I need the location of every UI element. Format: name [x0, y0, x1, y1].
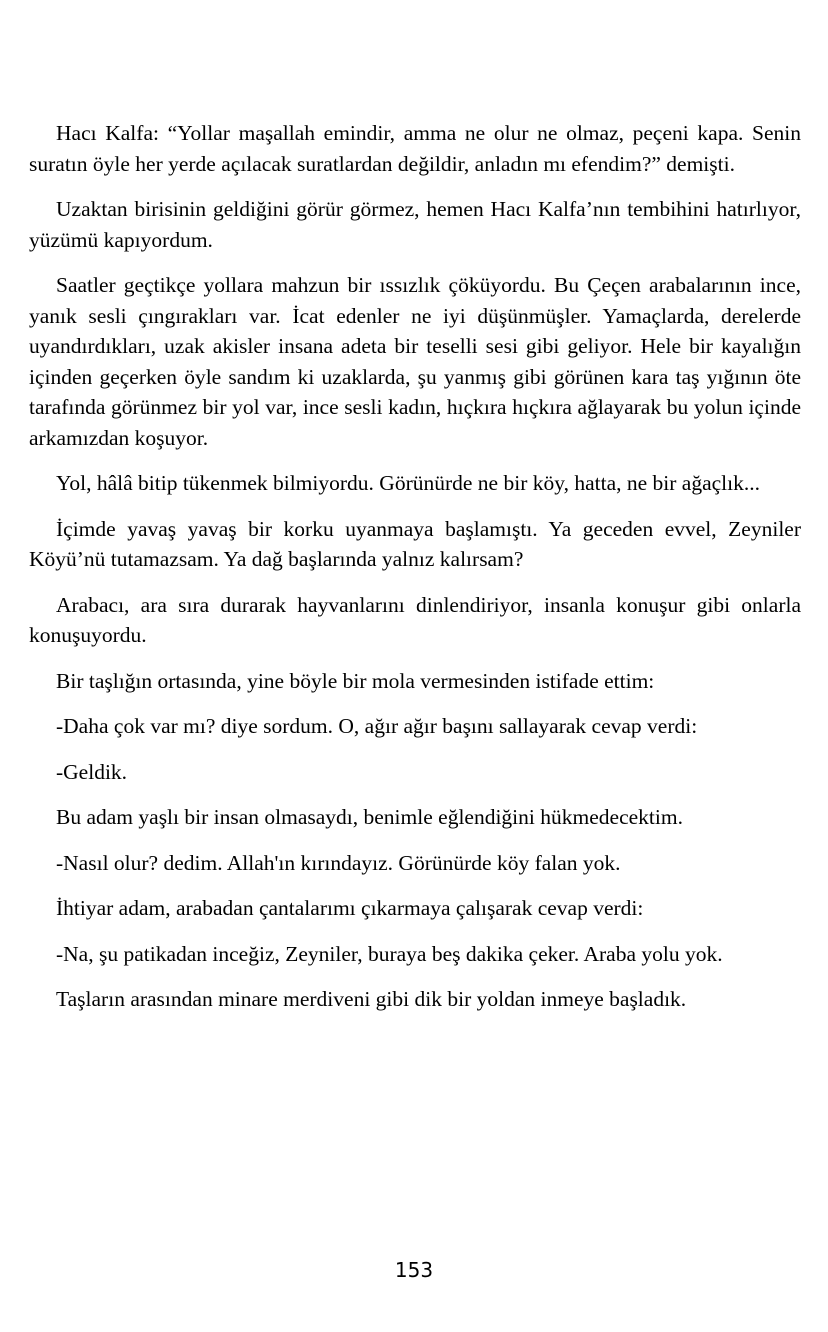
paragraph: Bir taşlığın ortasında, yine böyle bir mola vermesinden istifade ettim: — [56, 668, 655, 693]
paragraph: Yol, hâlâ bitip tükenmek bilmiyordu. Görünürde ne bir köy, hatta, ne bir ağaçlık... — [56, 471, 760, 495]
paragraph: Saatler geçtikçe yollara mahzun bir ıssızlık çöküyordu. Bu Çeçen arabalarının ince, yanık sesli çıngırakları var. İcat edenler ne iyi düşünmüşler. Yamaçlarda, derelerde uyandırdıkları, uzak akisler insana adeta bir teselli sesi gibi geliyor. Hele bir kayalığın içinden geçerken öyle sandım ki uzaklarda, şu yanmış gibi görünen kara taş yığının öte tarafında görünmez bir yol var, ince sesli kadın, hıçkıra hıçkıra ağlayarak bu yolun içinde arkamızdan koşuyor. — [29, 273, 801, 450]
paragraph: Bu adam yaşlı bir insan olmasaydı, benimle eğlendiğini hükmedecektim. — [56, 805, 683, 829]
paragraph: Arabacı, ara sıra durarak hayvanlarını dinlendiriyor, insanla konuşur gibi onlarla konuşuyordu. — [29, 592, 801, 647]
paragraph: İçimde yavaş yavaş bir korku uyanmaya başlamıştı. Ya geceden evvel, Zeyniler Köyü’nü tutamazsam. Ya dağ başlarında yalnız kalırsam? — [29, 516, 801, 571]
paragraph: Uzaktan birisinin geldiğini görür görmez, hemen Hacı Kalfa’nın tembihini hatırlıyor, yüzümü kapıyordum. — [29, 197, 801, 252]
page-body — [29, 118, 801, 1030]
paragraph: -Na, şu patikadan inceğiz, Zeyniler, buraya beş dakika çeker. Araba yolu yok. — [56, 941, 723, 966]
paragraph: Hacı Kalfa: “Yollar maşallah emindir, amma ne olur ne olmaz, peçeni kapa. Senin suratın öyle her yerde açılacak suratlardan değildir, anladın mı efendim?” demişti. — [29, 121, 801, 176]
paragraph: -Geldik. — [56, 759, 128, 784]
paragraph: Taşların arasından minare merdiveni gibi dik bir yoldan inmeye başladık. — [56, 987, 687, 1011]
paragraph: -Daha çok var mı? diye sordum. O, ağır ağır başını sallayarak cevap verdi: — [56, 714, 698, 738]
paragraph: İhtiyar adam, arabadan çantalarımı çıkarmaya çalışarak cevap verdi: — [56, 896, 644, 920]
paragraph: -Nasıl olur? dedim. Allah'ın kırındayız. Görünürde köy falan yok. — [56, 850, 621, 875]
page-number: 153 — [394, 1258, 434, 1282]
